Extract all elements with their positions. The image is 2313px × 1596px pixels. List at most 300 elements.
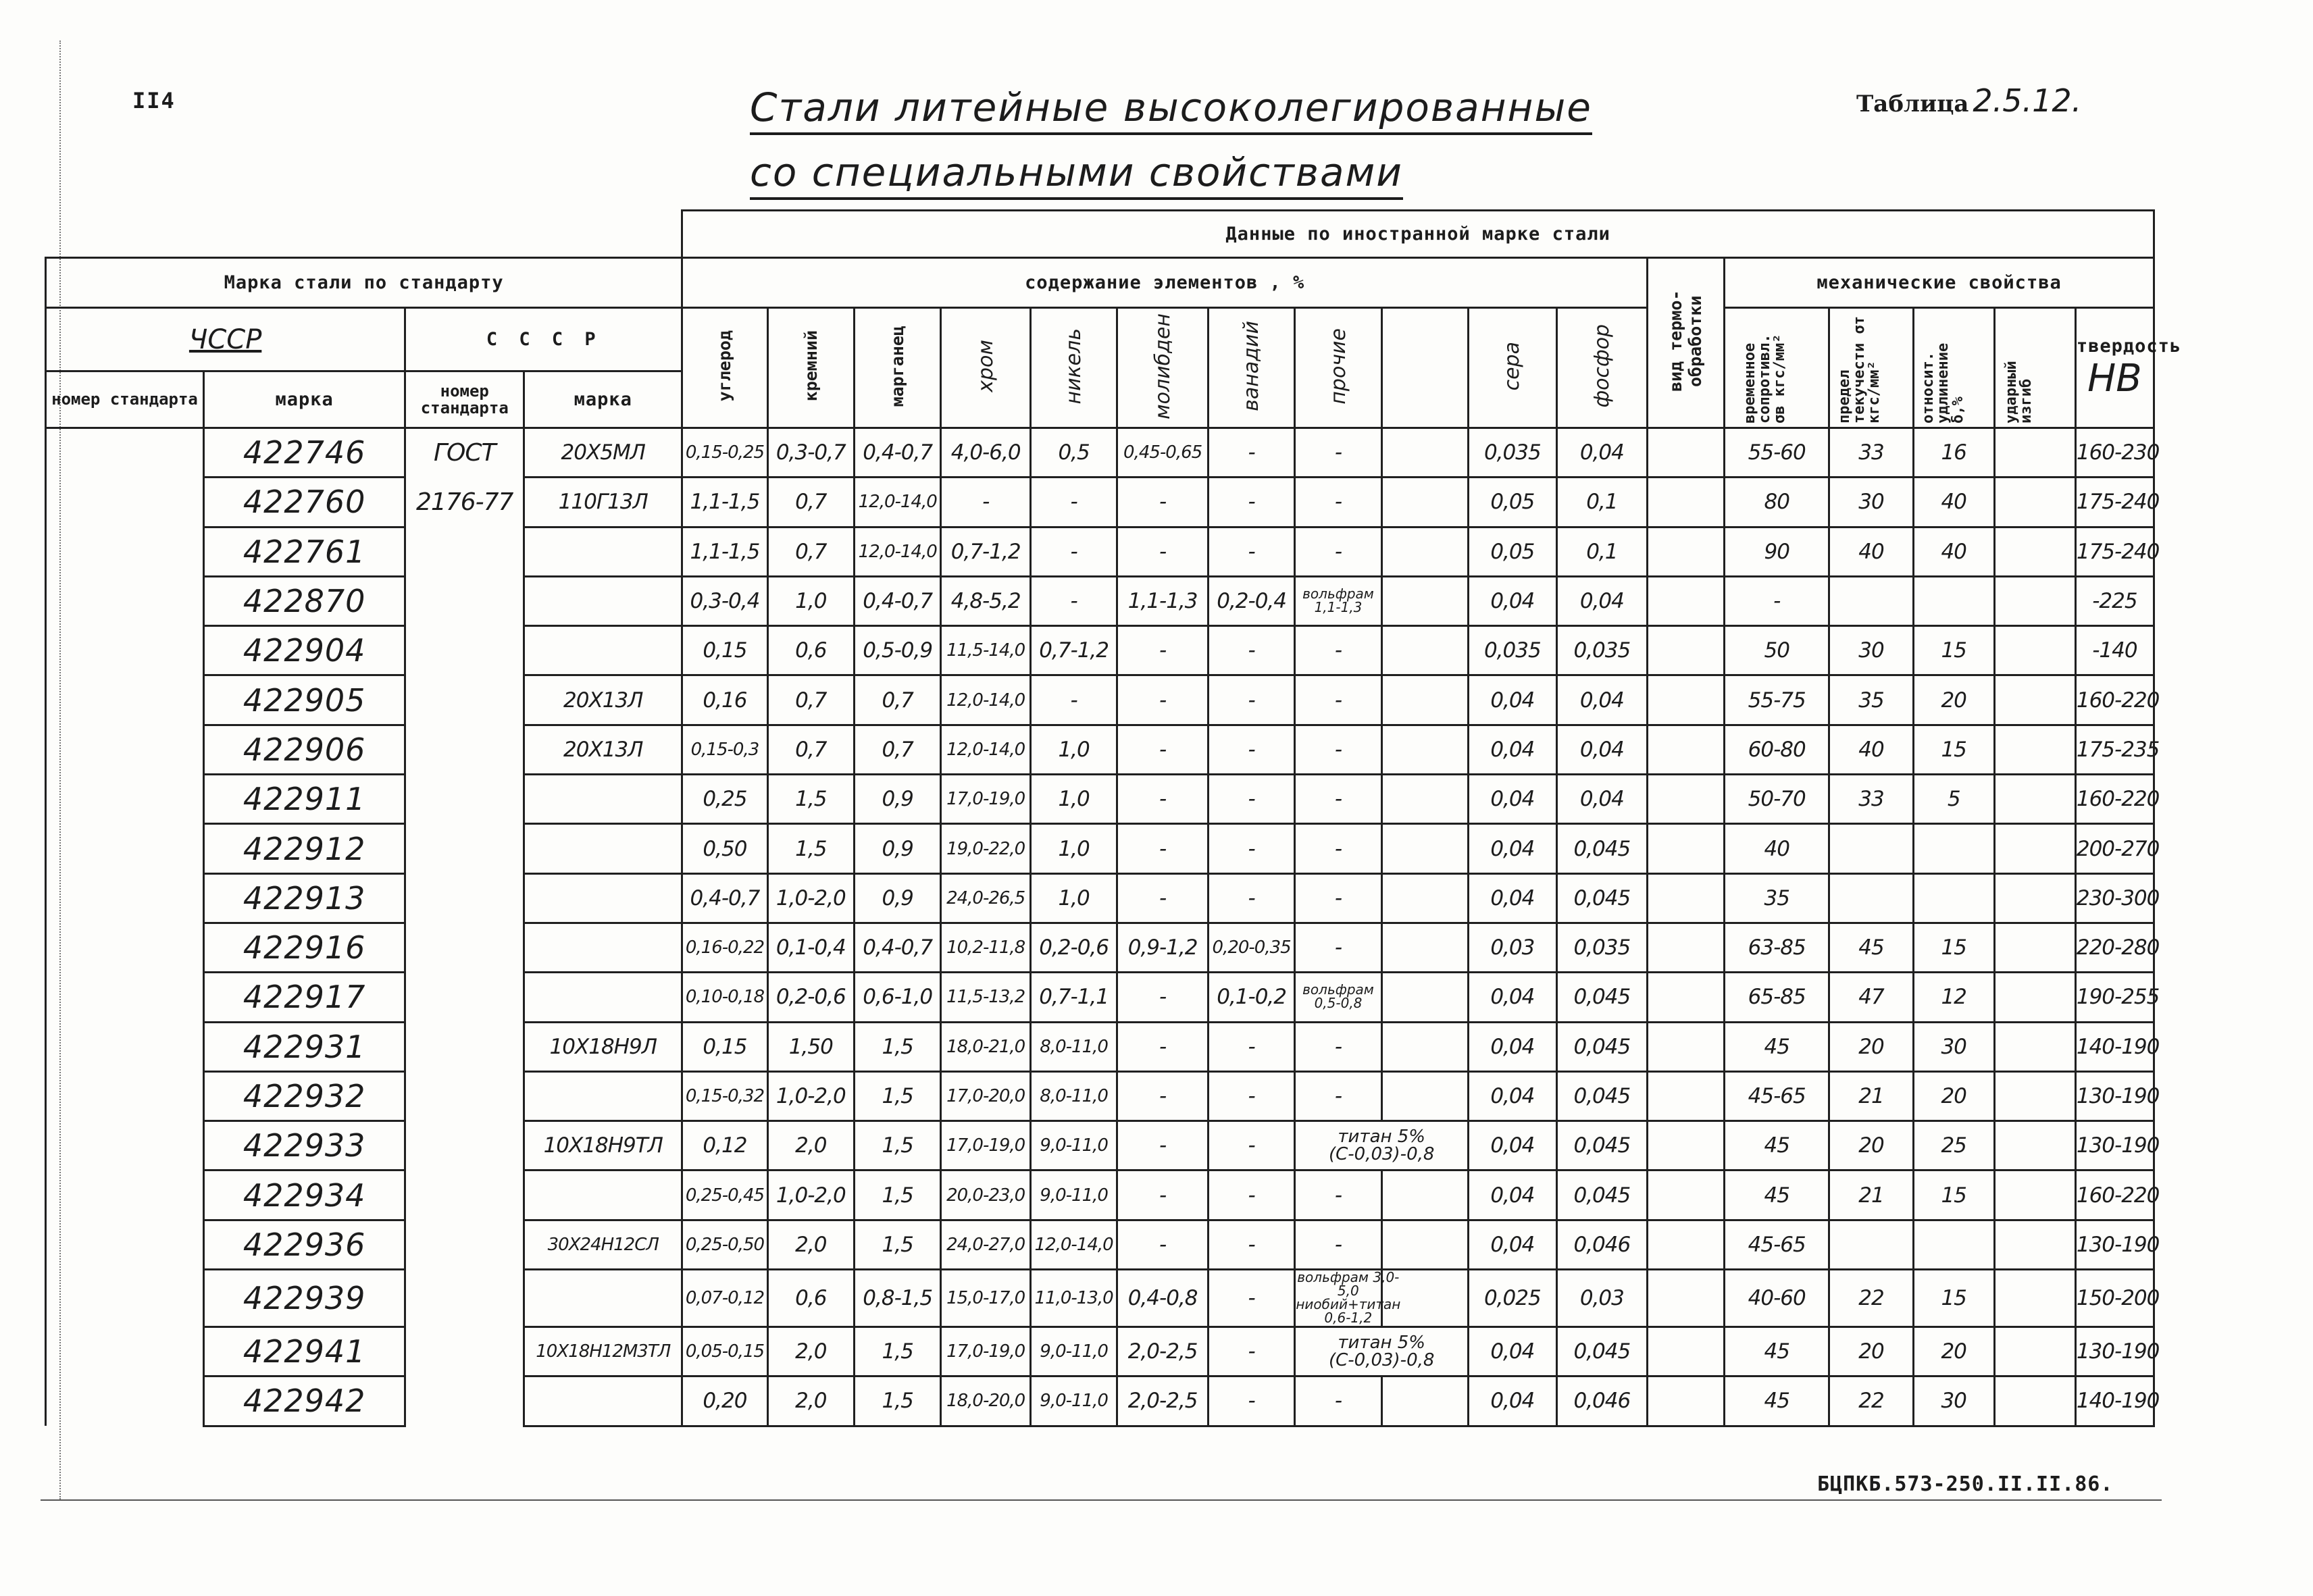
value-cell-cr: 24,0-26,5 bbox=[941, 873, 1031, 923]
value-cell-st: 30 bbox=[1829, 626, 1913, 675]
value-cell-v: - bbox=[1208, 478, 1294, 527]
value-cell-s: 0,04 bbox=[1469, 1376, 1556, 1426]
value-cell-sb: 45 bbox=[1725, 1376, 1829, 1426]
impact-cell bbox=[1994, 478, 2075, 527]
table-number: 2.5.12. bbox=[1973, 82, 2082, 119]
other-note: титан 5%(С-0,03)-0,8 bbox=[1328, 1127, 1435, 1165]
value-cell-sb: 80 bbox=[1725, 478, 1829, 527]
nickel-header bbox=[1030, 308, 1117, 428]
ussr-grade-cell: 30Х24Н12СЛ bbox=[524, 1220, 682, 1269]
value-cell-si: 2,0 bbox=[767, 1376, 854, 1426]
value-cell-s: 0,04 bbox=[1469, 1220, 1556, 1269]
value-cell-mo: - bbox=[1117, 626, 1209, 675]
value-cell-s: 0,04 bbox=[1469, 1121, 1556, 1170]
value-cell-si: 0,6 bbox=[767, 626, 854, 675]
ussr-std-number-cell bbox=[405, 675, 524, 725]
value-cell-v: - bbox=[1208, 1270, 1294, 1327]
value-cell-p: 0,03 bbox=[1556, 1270, 1648, 1327]
heat-treatment-cell bbox=[1648, 824, 1725, 873]
value-cell-p: 0,045 bbox=[1556, 1121, 1648, 1170]
cssr-grade-cell: 422917 bbox=[204, 973, 405, 1022]
value-cell-d: 15 bbox=[1913, 1270, 1994, 1327]
value-cell-other bbox=[1295, 1269, 1401, 1327]
table-row bbox=[46, 675, 2154, 725]
value-cell-v: - bbox=[1208, 527, 1294, 576]
ussr-grade-cell bbox=[524, 1376, 682, 1426]
value-cell-ni: 0,5 bbox=[1030, 428, 1117, 478]
value-cell-mn: 0,9 bbox=[855, 775, 941, 824]
value-cell-s: 0,05 bbox=[1469, 478, 1556, 527]
value-cell-hb: 160-230 bbox=[2075, 428, 2154, 478]
value-cell-v: - bbox=[1208, 775, 1294, 824]
cssr-grade-cell: 422904 bbox=[204, 626, 405, 675]
value-cell-d: 40 bbox=[1913, 527, 1994, 576]
value-cell-v: - bbox=[1208, 1121, 1294, 1170]
value-cell-mo: - bbox=[1117, 1022, 1209, 1071]
value-cell-si: 0,2-0,6 bbox=[767, 973, 854, 1022]
carbon-header bbox=[682, 308, 767, 428]
value-cell-d: 15 bbox=[1913, 923, 1994, 972]
cssr-grade-cell: 422912 bbox=[204, 824, 405, 873]
value-cell-mn: 0,9 bbox=[855, 824, 941, 873]
value-cell-mo: 0,4-0,8 bbox=[1117, 1270, 1209, 1327]
value-cell-ni: 0,7-1,1 bbox=[1030, 973, 1117, 1022]
blank-cell bbox=[1381, 675, 1468, 725]
cssr-std-number-cell bbox=[46, 725, 204, 774]
value-cell-st: 40 bbox=[1829, 527, 1913, 576]
impact-cell bbox=[1994, 1327, 2075, 1376]
heat-treatment-cell bbox=[1648, 1170, 1725, 1220]
value-cell-c: 0,07-0,12 bbox=[682, 1270, 767, 1327]
heat-treatment-cell bbox=[1648, 626, 1725, 675]
value-cell-st: 30 bbox=[1829, 478, 1913, 527]
blank-cell bbox=[1381, 873, 1468, 923]
value-cell-v: - bbox=[1208, 1327, 1294, 1376]
cssr-grade-cell: 422913 bbox=[204, 873, 405, 923]
value-cell-p: 0,04 bbox=[1556, 775, 1648, 824]
value-cell-s: 0,04 bbox=[1469, 1022, 1556, 1071]
cssr-std-number-cell bbox=[46, 478, 204, 527]
cssr-std-number-cell bbox=[46, 873, 204, 923]
value-cell-si: 1,0-2,0 bbox=[767, 1170, 854, 1220]
heat-treatment-cell bbox=[1648, 1327, 1725, 1376]
value-cell-c: 0,05-0,15 bbox=[682, 1327, 767, 1376]
blank-element-header bbox=[1381, 308, 1468, 428]
value-cell-cr: 0,7-1,2 bbox=[941, 527, 1031, 576]
sulfur-header bbox=[1469, 308, 1556, 428]
value-cell-st: 22 bbox=[1829, 1376, 1913, 1426]
value-cell-v: - bbox=[1208, 824, 1294, 873]
phosphorus-label: фосфор bbox=[1590, 324, 1614, 408]
value-cell-ni: 1,0 bbox=[1030, 725, 1117, 774]
cssr-std-number-cell bbox=[46, 923, 204, 972]
value-cell-st: 40 bbox=[1829, 725, 1913, 774]
value-cell-c: 0,15 bbox=[682, 1022, 767, 1071]
sulfur-label: сера bbox=[1500, 341, 1525, 391]
value-cell-d bbox=[1913, 1220, 1994, 1269]
value-cell-cr: 12,0-14,0 bbox=[941, 725, 1031, 774]
value-cell-st: 47 bbox=[1829, 973, 1913, 1022]
value-cell-p: 0,1 bbox=[1556, 527, 1648, 576]
ussr-grade-cell: 20Х5МЛ bbox=[524, 428, 682, 478]
value-cell-hb: 160-220 bbox=[2075, 675, 2154, 725]
heat-treatment-cell bbox=[1648, 576, 1725, 625]
ussr-std-number-header bbox=[405, 371, 524, 428]
value-cell-p: 0,045 bbox=[1556, 1170, 1648, 1220]
value-cell-ni: - bbox=[1030, 576, 1117, 625]
value-cell-sb: 55-75 bbox=[1725, 675, 1829, 725]
table-row bbox=[46, 527, 2154, 576]
chromium-header bbox=[941, 308, 1031, 428]
chromium-label: хром bbox=[973, 340, 998, 392]
blank-cell bbox=[1381, 973, 1468, 1022]
value-cell-other: - bbox=[1295, 1220, 1381, 1269]
impact-header bbox=[1994, 308, 2075, 428]
value-cell-mn: 0,9 bbox=[855, 873, 941, 923]
vanadium-label: ванадий bbox=[1240, 321, 1264, 411]
value-cell-sb: 45-65 bbox=[1725, 1220, 1829, 1269]
cssr-std-number-header bbox=[46, 371, 204, 428]
cssr-std-number-cell bbox=[46, 428, 204, 478]
heat-treatment-cell bbox=[1648, 675, 1725, 725]
ussr-std-number-cell bbox=[405, 824, 524, 873]
value-cell-sb: 45 bbox=[1725, 1170, 1829, 1220]
value-cell-c: 0,16-0,22 bbox=[682, 923, 767, 972]
cssr-std-number-cell bbox=[46, 675, 204, 725]
table-body bbox=[46, 428, 2160, 1426]
value-cell-sb: - bbox=[1725, 576, 1829, 625]
value-cell-s: 0,04 bbox=[1469, 725, 1556, 774]
value-cell-cr: 11,5-13,2 bbox=[941, 973, 1031, 1022]
ussr-grade-cell bbox=[524, 873, 682, 923]
table-label-text: Таблица bbox=[1856, 91, 1969, 118]
value-cell-mn: 0,8-1,5 bbox=[855, 1270, 941, 1327]
value-cell-s: 0,04 bbox=[1469, 873, 1556, 923]
value-cell-hb: 220-280 bbox=[2075, 923, 2154, 972]
value-cell-other: - bbox=[1295, 725, 1381, 774]
molybdenum-header bbox=[1117, 308, 1209, 428]
value-cell-hb: 160-220 bbox=[2075, 775, 2154, 824]
value-cell-d: 20 bbox=[1913, 1327, 1994, 1376]
value-cell-v: 0,1-0,2 bbox=[1208, 973, 1294, 1022]
value-cell-mo: - bbox=[1117, 1071, 1209, 1121]
value-cell-si: 1,0-2,0 bbox=[767, 1071, 854, 1121]
value-cell-sb: 40 bbox=[1725, 824, 1829, 873]
value-cell-p: 0,04 bbox=[1556, 428, 1648, 478]
value-cell-hb: 150-200 bbox=[2075, 1270, 2154, 1327]
value-cell-c: 0,25 bbox=[682, 775, 767, 824]
value-cell-hb: 160-220 bbox=[2075, 1170, 2154, 1220]
cssr-grade-cell: 422760 bbox=[204, 478, 405, 527]
value-cell-v: 0,2-0,4 bbox=[1208, 576, 1294, 625]
value-cell-d: 30 bbox=[1913, 1376, 1994, 1426]
heat-treatment-cell bbox=[1648, 478, 1725, 527]
value-cell-d: 20 bbox=[1913, 1071, 1994, 1121]
value-cell-hb: 130-190 bbox=[2075, 1071, 2154, 1121]
ussr-std-number-cell bbox=[405, 973, 524, 1022]
tensile-header bbox=[1725, 308, 1829, 428]
value-cell-cr: 17,0-19,0 bbox=[941, 1121, 1031, 1170]
value-cell-c: 0,25-0,50 bbox=[682, 1220, 767, 1269]
value-cell-p: 0,045 bbox=[1556, 1071, 1648, 1121]
value-cell-other: - bbox=[1295, 1376, 1381, 1426]
value-cell-v: - bbox=[1208, 1022, 1294, 1071]
title-line-2: со специальными свойствами bbox=[750, 151, 1403, 200]
impact-cell bbox=[1994, 1071, 2075, 1121]
title-line-1: Стали литейные высоколегированные bbox=[750, 86, 1592, 135]
value-cell-c: 0,20 bbox=[682, 1376, 767, 1426]
cssr-std-number-cell bbox=[46, 1270, 204, 1327]
value-cell-sb: 63-85 bbox=[1725, 923, 1829, 972]
blank-cell bbox=[1381, 1220, 1468, 1269]
value-cell-s: 0,04 bbox=[1469, 675, 1556, 725]
value-cell-cr: - bbox=[941, 478, 1031, 527]
ussr-std-number-cell bbox=[405, 1220, 524, 1269]
cssr-header: ЧССР bbox=[46, 308, 405, 371]
value-cell-d bbox=[1913, 873, 1994, 923]
elongation-label: относит. удлинение δ,% bbox=[1920, 342, 1967, 423]
value-cell-ni: 9,0-11,0 bbox=[1030, 1327, 1117, 1376]
value-cell-st: 20 bbox=[1829, 1327, 1913, 1376]
value-cell-si: 0,1-0,4 bbox=[767, 923, 854, 972]
value-cell-sb: 40-60 bbox=[1725, 1270, 1829, 1327]
value-cell-p: 0,046 bbox=[1556, 1376, 1648, 1426]
value-cell-p: 0,035 bbox=[1556, 626, 1648, 675]
value-cell-hb: 175-240 bbox=[2075, 478, 2154, 527]
value-cell-ni: - bbox=[1030, 527, 1117, 576]
value-cell-c: 0,12 bbox=[682, 1121, 767, 1170]
value-cell-mn: 1,5 bbox=[855, 1376, 941, 1426]
bottom-rule bbox=[41, 1499, 2162, 1501]
blank-cell bbox=[1381, 1022, 1468, 1071]
cssr-std-number-cell bbox=[46, 824, 204, 873]
value-cell-other: - bbox=[1295, 1170, 1381, 1220]
ussr-std-number-cell: 2176-77 bbox=[405, 478, 524, 527]
ussr-grade-cell: 10Х18Н12М3ТЛ bbox=[524, 1327, 682, 1376]
cssr-grade-cell: 422934 bbox=[204, 1170, 405, 1220]
table-row bbox=[46, 824, 2154, 873]
value-cell-st bbox=[1829, 576, 1913, 625]
cssr-std-number-label: номер стандарта bbox=[51, 390, 198, 409]
vanadium-header bbox=[1208, 308, 1294, 428]
value-cell-si: 2,0 bbox=[767, 1220, 854, 1269]
ussr-grade-cell bbox=[524, 973, 682, 1022]
value-cell-other: - bbox=[1295, 775, 1381, 824]
phosphorus-header bbox=[1556, 308, 1648, 428]
impact-cell bbox=[1994, 576, 2075, 625]
value-cell-ni: - bbox=[1030, 478, 1117, 527]
value-cell-sb: 45 bbox=[1725, 1327, 1829, 1376]
heat-treatment-cell bbox=[1648, 1022, 1725, 1071]
value-cell-other: - bbox=[1295, 1022, 1381, 1071]
value-cell-c: 0,15 bbox=[682, 626, 767, 675]
ussr-grade-cell bbox=[524, 1170, 682, 1220]
blank-cell bbox=[1381, 576, 1468, 625]
value-cell-mn: 1,5 bbox=[855, 1121, 941, 1170]
heat-treatment-cell bbox=[1648, 775, 1725, 824]
value-cell-d: 40 bbox=[1913, 478, 1994, 527]
elongation-header bbox=[1913, 308, 1994, 428]
value-cell-other bbox=[1295, 1121, 1469, 1170]
value-cell-d: 15 bbox=[1913, 626, 1994, 675]
ussr-grade-cell: 20Х13Л bbox=[524, 725, 682, 774]
value-cell-si: 0,7 bbox=[767, 478, 854, 527]
ussr-grade-cell bbox=[524, 1071, 682, 1121]
cssr-std-number-cell bbox=[46, 1170, 204, 1220]
impact-cell bbox=[1994, 775, 2075, 824]
value-cell-ni: 12,0-14,0 bbox=[1030, 1220, 1117, 1269]
value-cell-sb: 50-70 bbox=[1725, 775, 1829, 824]
value-cell-d bbox=[1913, 824, 1994, 873]
table-row bbox=[46, 478, 2154, 527]
hardness-label: твердость bbox=[2076, 335, 2182, 357]
value-cell-cr: 15,0-17,0 bbox=[941, 1270, 1031, 1327]
value-cell-hb: -140 bbox=[2075, 626, 2154, 675]
value-cell-cr: 20,0-23,0 bbox=[941, 1170, 1031, 1220]
cssr-grade-cell: 422916 bbox=[204, 923, 405, 972]
ussr-std-number-cell bbox=[405, 775, 524, 824]
blank-cell bbox=[1381, 626, 1468, 675]
value-cell-hb: 230-300 bbox=[2075, 873, 2154, 923]
cssr-std-number-cell bbox=[46, 775, 204, 824]
value-cell-v: - bbox=[1208, 1220, 1294, 1269]
value-cell-hb: -225 bbox=[2075, 576, 2154, 625]
value-cell-p: 0,045 bbox=[1556, 873, 1648, 923]
impact-cell bbox=[1994, 1376, 2075, 1426]
ussr-std-number-cell bbox=[405, 1270, 524, 1327]
heat-treatment-cell bbox=[1648, 725, 1725, 774]
impact-cell bbox=[1994, 973, 2075, 1022]
heat-treatment-header bbox=[1648, 258, 1725, 428]
value-cell-c: 0,16 bbox=[682, 675, 767, 725]
heat-treatment-cell bbox=[1648, 1270, 1725, 1327]
value-cell-si: 2,0 bbox=[767, 1121, 854, 1170]
table-row bbox=[46, 973, 2154, 1022]
ussr-grade-cell: 110Г13Л bbox=[524, 478, 682, 527]
blank-cell bbox=[1381, 1170, 1468, 1220]
value-cell-ni: 8,0-11,0 bbox=[1030, 1022, 1117, 1071]
heat-treatment-cell bbox=[1648, 527, 1725, 576]
value-cell-cr: 19,0-22,0 bbox=[941, 824, 1031, 873]
value-cell-st: 21 bbox=[1829, 1170, 1913, 1220]
heat-treatment-cell bbox=[1648, 428, 1725, 478]
value-cell-sb: 90 bbox=[1725, 527, 1829, 576]
value-cell-mn: 1,5 bbox=[855, 1170, 941, 1220]
other-label: прочие bbox=[1326, 328, 1350, 405]
ussr-std-number-cell bbox=[405, 576, 524, 625]
molybdenum-label: молибден bbox=[1150, 313, 1175, 419]
value-cell-s: 0,035 bbox=[1469, 626, 1556, 675]
cssr-std-number-cell bbox=[46, 1327, 204, 1376]
value-cell-si: 1,0 bbox=[767, 576, 854, 625]
value-cell-si: 0,7 bbox=[767, 675, 854, 725]
yield-header bbox=[1829, 308, 1913, 428]
value-cell-v: - bbox=[1208, 1071, 1294, 1121]
value-cell-s: 0,035 bbox=[1469, 428, 1556, 478]
ussr-grade-cell bbox=[524, 527, 682, 576]
table-row bbox=[46, 775, 2154, 824]
value-cell-d: 15 bbox=[1913, 1170, 1994, 1220]
silicon-label: кремний bbox=[800, 330, 821, 402]
manganese-header bbox=[855, 308, 941, 428]
table-row bbox=[46, 873, 2154, 923]
heat-treatment-cell bbox=[1648, 1376, 1725, 1426]
value-cell-d bbox=[1913, 576, 1994, 625]
value-cell-cr: 18,0-21,0 bbox=[941, 1022, 1031, 1071]
value-cell-s: 0,04 bbox=[1469, 1327, 1556, 1376]
table-row bbox=[46, 1376, 2154, 1426]
value-cell-v: - bbox=[1208, 725, 1294, 774]
value-cell-d: 16 bbox=[1913, 428, 1994, 478]
ussr-grade-cell: 20Х13Л bbox=[524, 675, 682, 725]
cssr-grade-cell: 422870 bbox=[204, 576, 405, 625]
cssr-std-number-cell bbox=[46, 1071, 204, 1121]
value-cell-s: 0,03 bbox=[1469, 923, 1556, 972]
cssr-grade-cell: 422906 bbox=[204, 725, 405, 774]
impact-cell bbox=[1994, 824, 2075, 873]
value-cell-mn: 0,4-0,7 bbox=[855, 923, 941, 972]
value-cell-ni: 9,0-11,0 bbox=[1030, 1121, 1117, 1170]
value-cell-ni: - bbox=[1030, 675, 1117, 725]
value-cell-sb: 45 bbox=[1725, 1121, 1829, 1170]
blank-cell bbox=[1381, 775, 1468, 824]
manganese-label: марганец bbox=[888, 325, 908, 407]
value-cell-other: - bbox=[1295, 873, 1381, 923]
value-cell-c: 1,1-1,5 bbox=[682, 527, 767, 576]
value-cell-other: - bbox=[1295, 923, 1381, 972]
value-cell-other: - bbox=[1295, 626, 1381, 675]
value-cell-cr: 10,2-11,8 bbox=[941, 923, 1031, 972]
value-cell-sb: 60-80 bbox=[1725, 725, 1829, 774]
value-cell-other bbox=[1295, 973, 1381, 1022]
blank-cell bbox=[1381, 478, 1468, 527]
other-note: вольфрам 1,1-1,3 bbox=[1302, 586, 1374, 616]
ussr-std-number-label: номер стандарта bbox=[420, 381, 509, 417]
hardness-header bbox=[2075, 308, 2182, 428]
blank-cell bbox=[1381, 428, 1468, 478]
value-cell-sb: 55-60 bbox=[1725, 428, 1829, 478]
value-cell-ni: 0,2-0,6 bbox=[1030, 923, 1117, 972]
value-cell-c: 0,25-0,45 bbox=[682, 1170, 767, 1220]
value-cell-sb: 45 bbox=[1725, 1022, 1829, 1071]
value-cell-hb: 175-235 bbox=[2075, 725, 2154, 774]
table-row bbox=[46, 1022, 2154, 1071]
foreign-data-header: Данные по иностранной марке стали bbox=[682, 211, 2154, 258]
value-cell-other bbox=[1295, 1327, 1469, 1376]
mechanical-header: механические свойства bbox=[1725, 258, 2154, 308]
value-cell-st bbox=[1829, 1220, 1913, 1269]
value-cell-other: - bbox=[1295, 527, 1381, 576]
impact-cell bbox=[1994, 1220, 2075, 1269]
ussr-grade-cell: 10Х18Н9ТЛ bbox=[524, 1121, 682, 1170]
ussr-grade-cell bbox=[524, 626, 682, 675]
table-row bbox=[46, 1121, 2154, 1170]
value-cell-cr: 12,0-14,0 bbox=[941, 675, 1031, 725]
value-cell-st: 20 bbox=[1829, 1022, 1913, 1071]
impact-cell bbox=[1994, 675, 2075, 725]
silicon-header bbox=[767, 308, 854, 428]
value-cell-v: - bbox=[1208, 1170, 1294, 1220]
value-cell-st: 45 bbox=[1829, 923, 1913, 972]
impact-cell bbox=[1994, 1121, 2075, 1170]
blank-cell bbox=[1381, 1376, 1468, 1426]
ussr-std-number-cell bbox=[405, 1170, 524, 1220]
ussr-grade-cell bbox=[524, 923, 682, 972]
value-cell-mn: 12,0-14,0 bbox=[855, 478, 941, 527]
impact-label: ударный изгиб bbox=[2003, 361, 2035, 423]
value-cell-cr: 18,0-20,0 bbox=[941, 1376, 1031, 1426]
ussr-grade-cell bbox=[524, 775, 682, 824]
